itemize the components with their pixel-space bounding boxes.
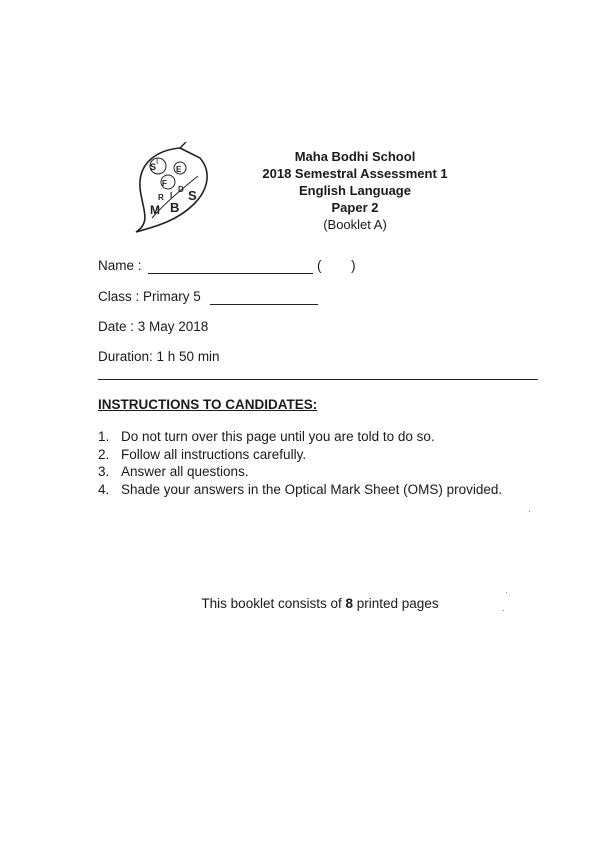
svg-text:S: S [150, 162, 157, 172]
page-count-note [0, 596, 600, 611]
instruction-item [98, 428, 502, 446]
svg-text:I: I [170, 191, 173, 200]
instruction-number: 3. [98, 464, 110, 479]
svg-text:D: D [178, 185, 184, 194]
svg-text:B: B [170, 200, 180, 215]
subject-title: English Language [299, 183, 411, 198]
scan-speck [529, 511, 530, 512]
instruction-text: Follow all instructions carefully. [121, 446, 307, 462]
paper-number: Paper 2 [331, 200, 379, 215]
svg-text:I: I [156, 157, 159, 166]
school-name: Maha Bodhi School [294, 149, 416, 164]
instruction-text: Shade your answers in the Optical Mark Sheet (OMS) provided. [121, 481, 503, 497]
instruction-text: Answer all questions. [121, 464, 249, 479]
name-blank[interactable] [148, 258, 313, 274]
scan-speck [503, 610, 504, 611]
booklet-label: (Booklet A) [323, 217, 387, 232]
date-label: Date : 3 May 2018 [98, 319, 209, 334]
instruction-number: 2. [98, 446, 110, 462]
name-field [98, 258, 356, 274]
page-count-prefix: This booklet consists of [201, 596, 346, 611]
instruction-item [98, 446, 502, 464]
svg-text:F: F [162, 179, 167, 188]
exam-header [220, 148, 490, 233]
register-number-bracket-open: ( [317, 258, 322, 273]
svg-text:E: E [176, 165, 182, 174]
instruction-item [98, 463, 502, 481]
instruction-number: 4. [98, 481, 110, 497]
duration-label: Duration: 1 h 50 min [98, 349, 220, 364]
svg-text:M: M [150, 203, 160, 217]
name-label: Name : [98, 258, 142, 273]
class-field [98, 289, 318, 305]
class-label: Class : Primary 5 [98, 289, 201, 304]
register-number-blank[interactable] [325, 258, 347, 273]
instructions-title: INSTRUCTIONS TO CANDIDATES: [98, 397, 318, 412]
class-blank[interactable] [210, 289, 318, 305]
instruction-item [98, 481, 502, 499]
school-logo [128, 142, 220, 234]
assessment-title: 2018 Semestral Assessment 1 [262, 166, 448, 181]
page-count-suffix: printed pages [353, 596, 439, 611]
page-count-number: 8 [345, 596, 354, 611]
divider-line [98, 379, 538, 380]
scan-speck [506, 592, 507, 593]
date-field [98, 319, 208, 334]
register-number-bracket-close: ) [351, 258, 356, 273]
svg-text:S: S [188, 188, 197, 203]
instruction-number: 1. [98, 429, 110, 444]
instruction-text: Do not turn over this page until you are told to do so. [121, 429, 435, 444]
duration-field [98, 349, 220, 364]
svg-text:R: R [158, 193, 164, 202]
instructions-list [98, 428, 502, 498]
